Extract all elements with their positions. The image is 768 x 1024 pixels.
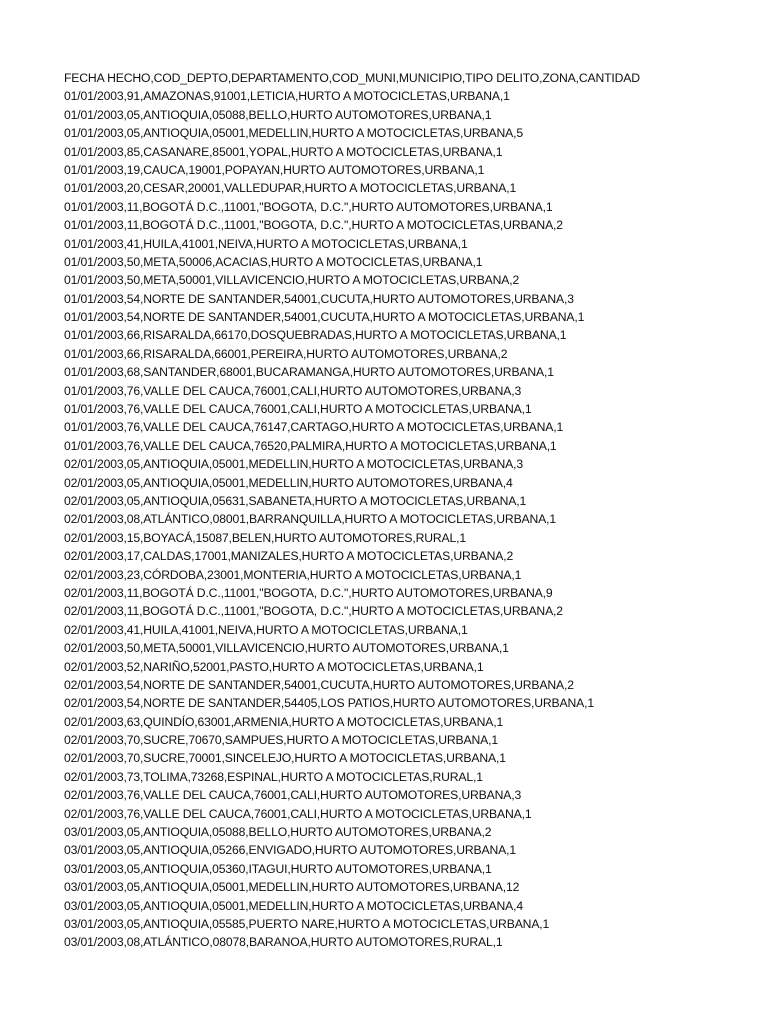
csv-row: 02/01/2003,73,TOLIMA,73268,ESPINAL,HURTO A MOTOCICLETAS,RURAL,1 bbox=[64, 769, 483, 784]
csv-header-line: FECHA HECHO,COD_DEPTO,DEPARTAMENTO,COD_MUNI,MUNICIPIO,TIPO DELITO,ZONA,CANTIDAD bbox=[64, 71, 640, 85]
csv-row: 02/01/2003,70,SUCRE,70001,SINCELEJO,HURTO A MOTOCICLETAS,URBANA,1 bbox=[64, 751, 506, 766]
csv-row: 03/01/2003,05,ANTIOQUIA,05088,BELLO,HURTO AUTOMOTORES,URBANA,2 bbox=[64, 825, 492, 840]
csv-row: 02/01/2003,76,VALLE DEL CAUCA,76001,CALI,HURTO AUTOMOTORES,URBANA,3 bbox=[64, 788, 522, 803]
csv-row: 02/01/2003,11,BOGOTÁ D.C.,11001,"BOGOTA, D.C.",HURTO AUTOMOTORES,URBANA,9 bbox=[64, 585, 553, 600]
csv-text-block bbox=[64, 69, 754, 952]
csv-row: 01/01/2003,66,RISARALDA,66001,PEREIRA,HURTO AUTOMOTORES,URBANA,2 bbox=[64, 346, 508, 361]
csv-row: 02/01/2003,50,META,50001,VILLAVICENCIO,HURTO AUTOMOTORES,URBANA,1 bbox=[64, 641, 509, 656]
csv-row: 02/01/2003,23,CÓRDOBA,23001,MONTERIA,HURTO A MOTOCICLETAS,URBANA,1 bbox=[64, 567, 522, 582]
csv-row: 01/01/2003,76,VALLE DEL CAUCA,76001,CALI,HURTO AUTOMOTORES,URBANA,3 bbox=[64, 383, 522, 398]
csv-row: 01/01/2003,54,NORTE DE SANTANDER,54001,CUCUTA,HURTO AUTOMOTORES,URBANA,3 bbox=[64, 291, 574, 306]
csv-row: 02/01/2003,08,ATLÁNTICO,08001,BARRANQUILLA,HURTO A MOTOCICLETAS,URBANA,1 bbox=[64, 512, 557, 527]
csv-row: 01/01/2003,54,NORTE DE SANTANDER,54001,CUCUTA,HURTO A MOTOCICLETAS,URBANA,1 bbox=[64, 310, 585, 325]
csv-row: 01/01/2003,76,VALLE DEL CAUCA,76520,PALMIRA,HURTO A MOTOCICLETAS,URBANA,1 bbox=[64, 438, 557, 453]
csv-row: 02/01/2003,63,QUINDÍO,63001,ARMENIA,HURTO A MOTOCICLETAS,URBANA,1 bbox=[64, 714, 504, 729]
csv-row: 03/01/2003,05,ANTIOQUIA,05360,ITAGUI,HURTO AUTOMOTORES,URBANA,1 bbox=[64, 861, 492, 876]
csv-row: 01/01/2003,66,RISARALDA,66170,DOSQUEBRADAS,HURTO A MOTOCICLETAS,URBANA,1 bbox=[64, 328, 567, 343]
csv-row: 03/01/2003,08,ATLÁNTICO,08078,BARANOA,HURTO AUTOMOTORES,RURAL,1 bbox=[64, 935, 503, 950]
csv-row: 02/01/2003,76,VALLE DEL CAUCA,76001,CALI,HURTO A MOTOCICLETAS,URBANA,1 bbox=[64, 806, 532, 821]
csv-row: 02/01/2003,17,CALDAS,17001,MANIZALES,HURTO A MOTOCICLETAS,URBANA,2 bbox=[64, 549, 514, 564]
csv-row: 01/01/2003,76,VALLE DEL CAUCA,76147,CARTAGO,HURTO A MOTOCICLETAS,URBANA,1 bbox=[64, 420, 564, 435]
csv-row: 01/01/2003,76,VALLE DEL CAUCA,76001,CALI,HURTO A MOTOCICLETAS,URBANA,1 bbox=[64, 402, 532, 417]
csv-row: 02/01/2003,41,HUILA,41001,NEIVA,HURTO A MOTOCICLETAS,URBANA,1 bbox=[64, 622, 468, 637]
csv-row: 02/01/2003,54,NORTE DE SANTANDER,54001,CUCUTA,HURTO AUTOMOTORES,URBANA,2 bbox=[64, 677, 574, 692]
csv-row: 02/01/2003,52,NARIÑO,52001,PASTO,HURTO A MOTOCICLETAS,URBANA,1 bbox=[64, 659, 484, 674]
csv-row: 03/01/2003,05,ANTIOQUIA,05585,PUERTO NARE,HURTO A MOTOCICLETAS,URBANA,1 bbox=[64, 916, 550, 931]
csv-row: 01/01/2003,11,BOGOTÁ D.C.,11001,"BOGOTA, D.C.",HURTO A MOTOCICLETAS,URBANA,2 bbox=[64, 218, 563, 233]
csv-row: 01/01/2003,20,CESAR,20001,VALLEDUPAR,HURTO A MOTOCICLETAS,URBANA,1 bbox=[64, 181, 517, 196]
csv-row: 01/01/2003,68,SANTANDER,68001,BUCARAMANGA,HURTO AUTOMOTORES,URBANA,1 bbox=[64, 365, 554, 380]
csv-row: 01/01/2003,11,BOGOTÁ D.C.,11001,"BOGOTA, D.C.",HURTO AUTOMOTORES,URBANA,1 bbox=[64, 199, 553, 214]
csv-row: 02/01/2003,70,SUCRE,70670,SAMPUES,HURTO A MOTOCICLETAS,URBANA,1 bbox=[64, 733, 498, 748]
csv-row: 01/01/2003,91,AMAZONAS,91001,LETICIA,HURTO A MOTOCICLETAS,URBANA,1 bbox=[64, 89, 510, 104]
csv-row: 01/01/2003,85,CASANARE,85001,YOPAL,HURTO A MOTOCICLETAS,URBANA,1 bbox=[64, 144, 503, 159]
csv-row: 01/01/2003,05,ANTIOQUIA,05001,MEDELLIN,HURTO A MOTOCICLETAS,URBANA,5 bbox=[64, 126, 523, 141]
csv-row: 01/01/2003,05,ANTIOQUIA,05088,BELLO,HURTO AUTOMOTORES,URBANA,1 bbox=[64, 107, 492, 122]
csv-row: 02/01/2003,05,ANTIOQUIA,05631,SABANETA,HURTO A MOTOCICLETAS,URBANA,1 bbox=[64, 493, 527, 508]
csv-row: 02/01/2003,05,ANTIOQUIA,05001,MEDELLIN,HURTO AUTOMOTORES,URBANA,4 bbox=[64, 475, 513, 490]
csv-row: 02/01/2003,11,BOGOTÁ D.C.,11001,"BOGOTA, D.C.",HURTO A MOTOCICLETAS,URBANA,2 bbox=[64, 604, 563, 619]
csv-row: 01/01/2003,50,META,50001,VILLAVICENCIO,HURTO A MOTOCICLETAS,URBANA,2 bbox=[64, 273, 520, 288]
csv-row: 02/01/2003,15,BOYACÁ,15087,BELEN,HURTO AUTOMOTORES,RURAL,1 bbox=[64, 530, 467, 545]
csv-row: 02/01/2003,05,ANTIOQUIA,05001,MEDELLIN,HURTO A MOTOCICLETAS,URBANA,3 bbox=[64, 457, 523, 472]
csv-row: 03/01/2003,05,ANTIOQUIA,05001,MEDELLIN,HURTO A MOTOCICLETAS,URBANA,4 bbox=[64, 898, 523, 913]
csv-row: 03/01/2003,05,ANTIOQUIA,05266,ENVIGADO,HURTO AUTOMOTORES,URBANA,1 bbox=[64, 843, 516, 858]
csv-row: 02/01/2003,54,NORTE DE SANTANDER,54405,LOS PATIOS,HURTO AUTOMOTORES,URBANA,1 bbox=[64, 696, 595, 711]
csv-row: 01/01/2003,50,META,50006,ACACIAS,HURTO A MOTOCICLETAS,URBANA,1 bbox=[64, 254, 483, 269]
csv-row: 03/01/2003,05,ANTIOQUIA,05001,MEDELLIN,HURTO AUTOMOTORES,URBANA,12 bbox=[64, 880, 520, 895]
csv-row: 01/01/2003,19,CAUCA,19001,POPAYAN,HURTO AUTOMOTORES,URBANA,1 bbox=[64, 162, 485, 177]
csv-row: 01/01/2003,41,HUILA,41001,NEIVA,HURTO A MOTOCICLETAS,URBANA,1 bbox=[64, 236, 468, 251]
